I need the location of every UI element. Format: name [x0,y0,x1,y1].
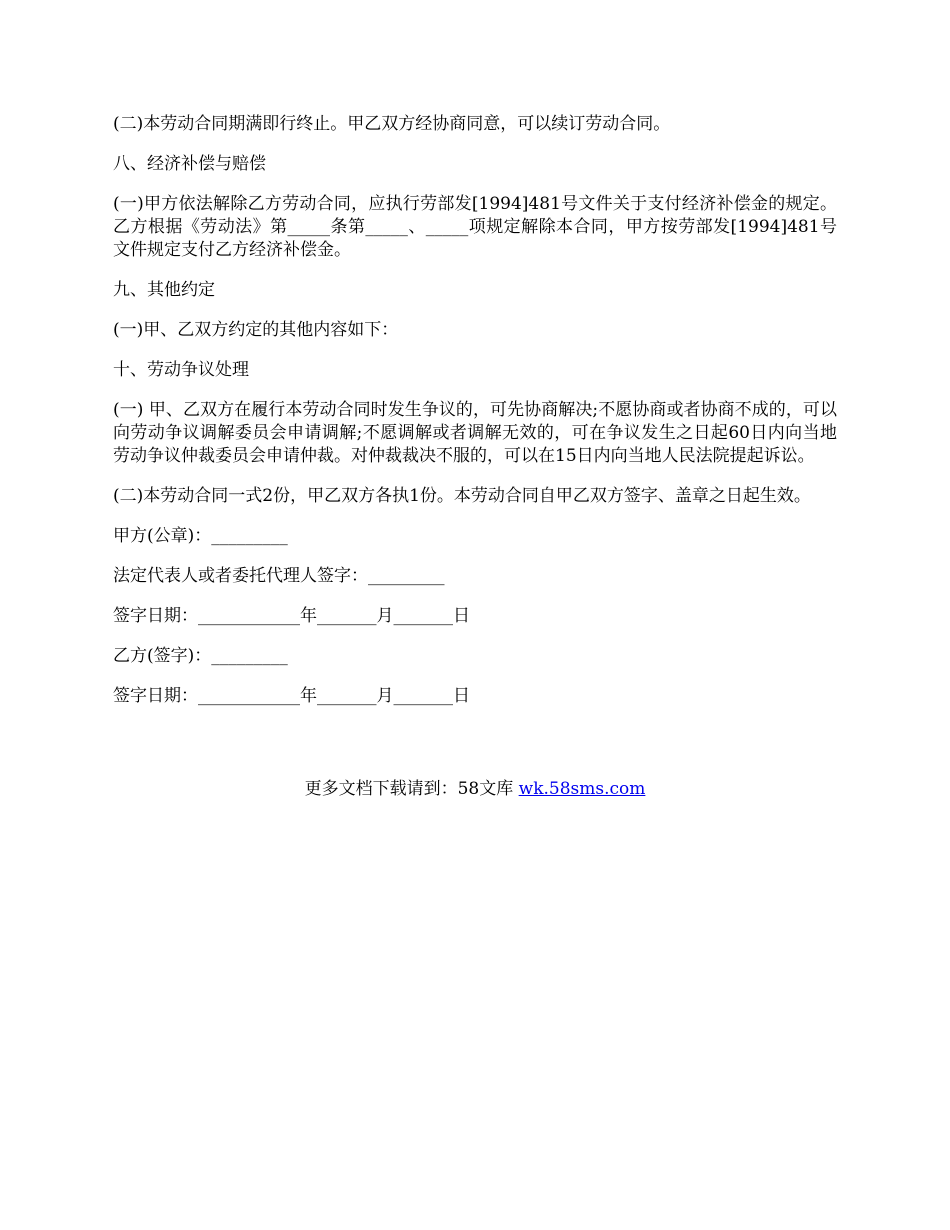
party-a-seal-line: 甲方(公章)：_________ [113,526,288,546]
section-heading-dispute: 十、劳动争议处理 [113,360,249,380]
party-a-date-line: 签字日期：____________年_______月_______日 [113,606,470,626]
section-heading-compensation: 八、经济补偿与赔偿 [113,154,266,174]
party-b-date-line: 签字日期：____________年_______月_______日 [113,686,470,706]
representative-signature-line: 法定代表人或者委托代理人签字：_________ [113,566,445,586]
document-body [113,113,837,725]
clause-compensation: (一)甲方依法解除乙方劳动合同，应执行劳部发[1994]481号文件关于支付经济补偿金的规定。乙方根据《劳动法》第_____条第_____、_____项规定解除本合同，甲方按劳部发[1994]481号文件规定支付乙方经济补偿金。 [113,194,837,260]
footer-link[interactable]: wk.58sms.com [518,779,646,799]
clause-other: (一)甲、乙双方约定的其他内容如下： [113,320,399,340]
clause-dispute: (一) 甲、乙双方在履行本劳动合同时发生争议的，可先协商解决;不愿协商或者协商不成的，可以向劳动争议调解委员会申请调解;不愿调解或者调解无效的，可在争议发生之日起60日内向当地劳动争议仲裁委员会申请仲裁。对仲裁裁决不服的，可以在15日内向当地人民法院提起诉讼。 [113,400,837,466]
download-footer [0,778,950,801]
clause-copies: (二)本劳动合同一式2份，甲乙双方各执1份。本劳动合同自甲乙双方签字、盖章之日起生效。 [113,486,811,506]
party-b-signature-line: 乙方(签字)：_________ [113,646,288,666]
footer-text: 更多文档下载请到：58文库 [304,779,519,799]
section-heading-other: 九、其他约定 [113,280,215,300]
clause-renewal: (二)本劳动合同期满即行终止。甲乙双方经协商同意，可以续订劳动合同。 [113,114,671,134]
